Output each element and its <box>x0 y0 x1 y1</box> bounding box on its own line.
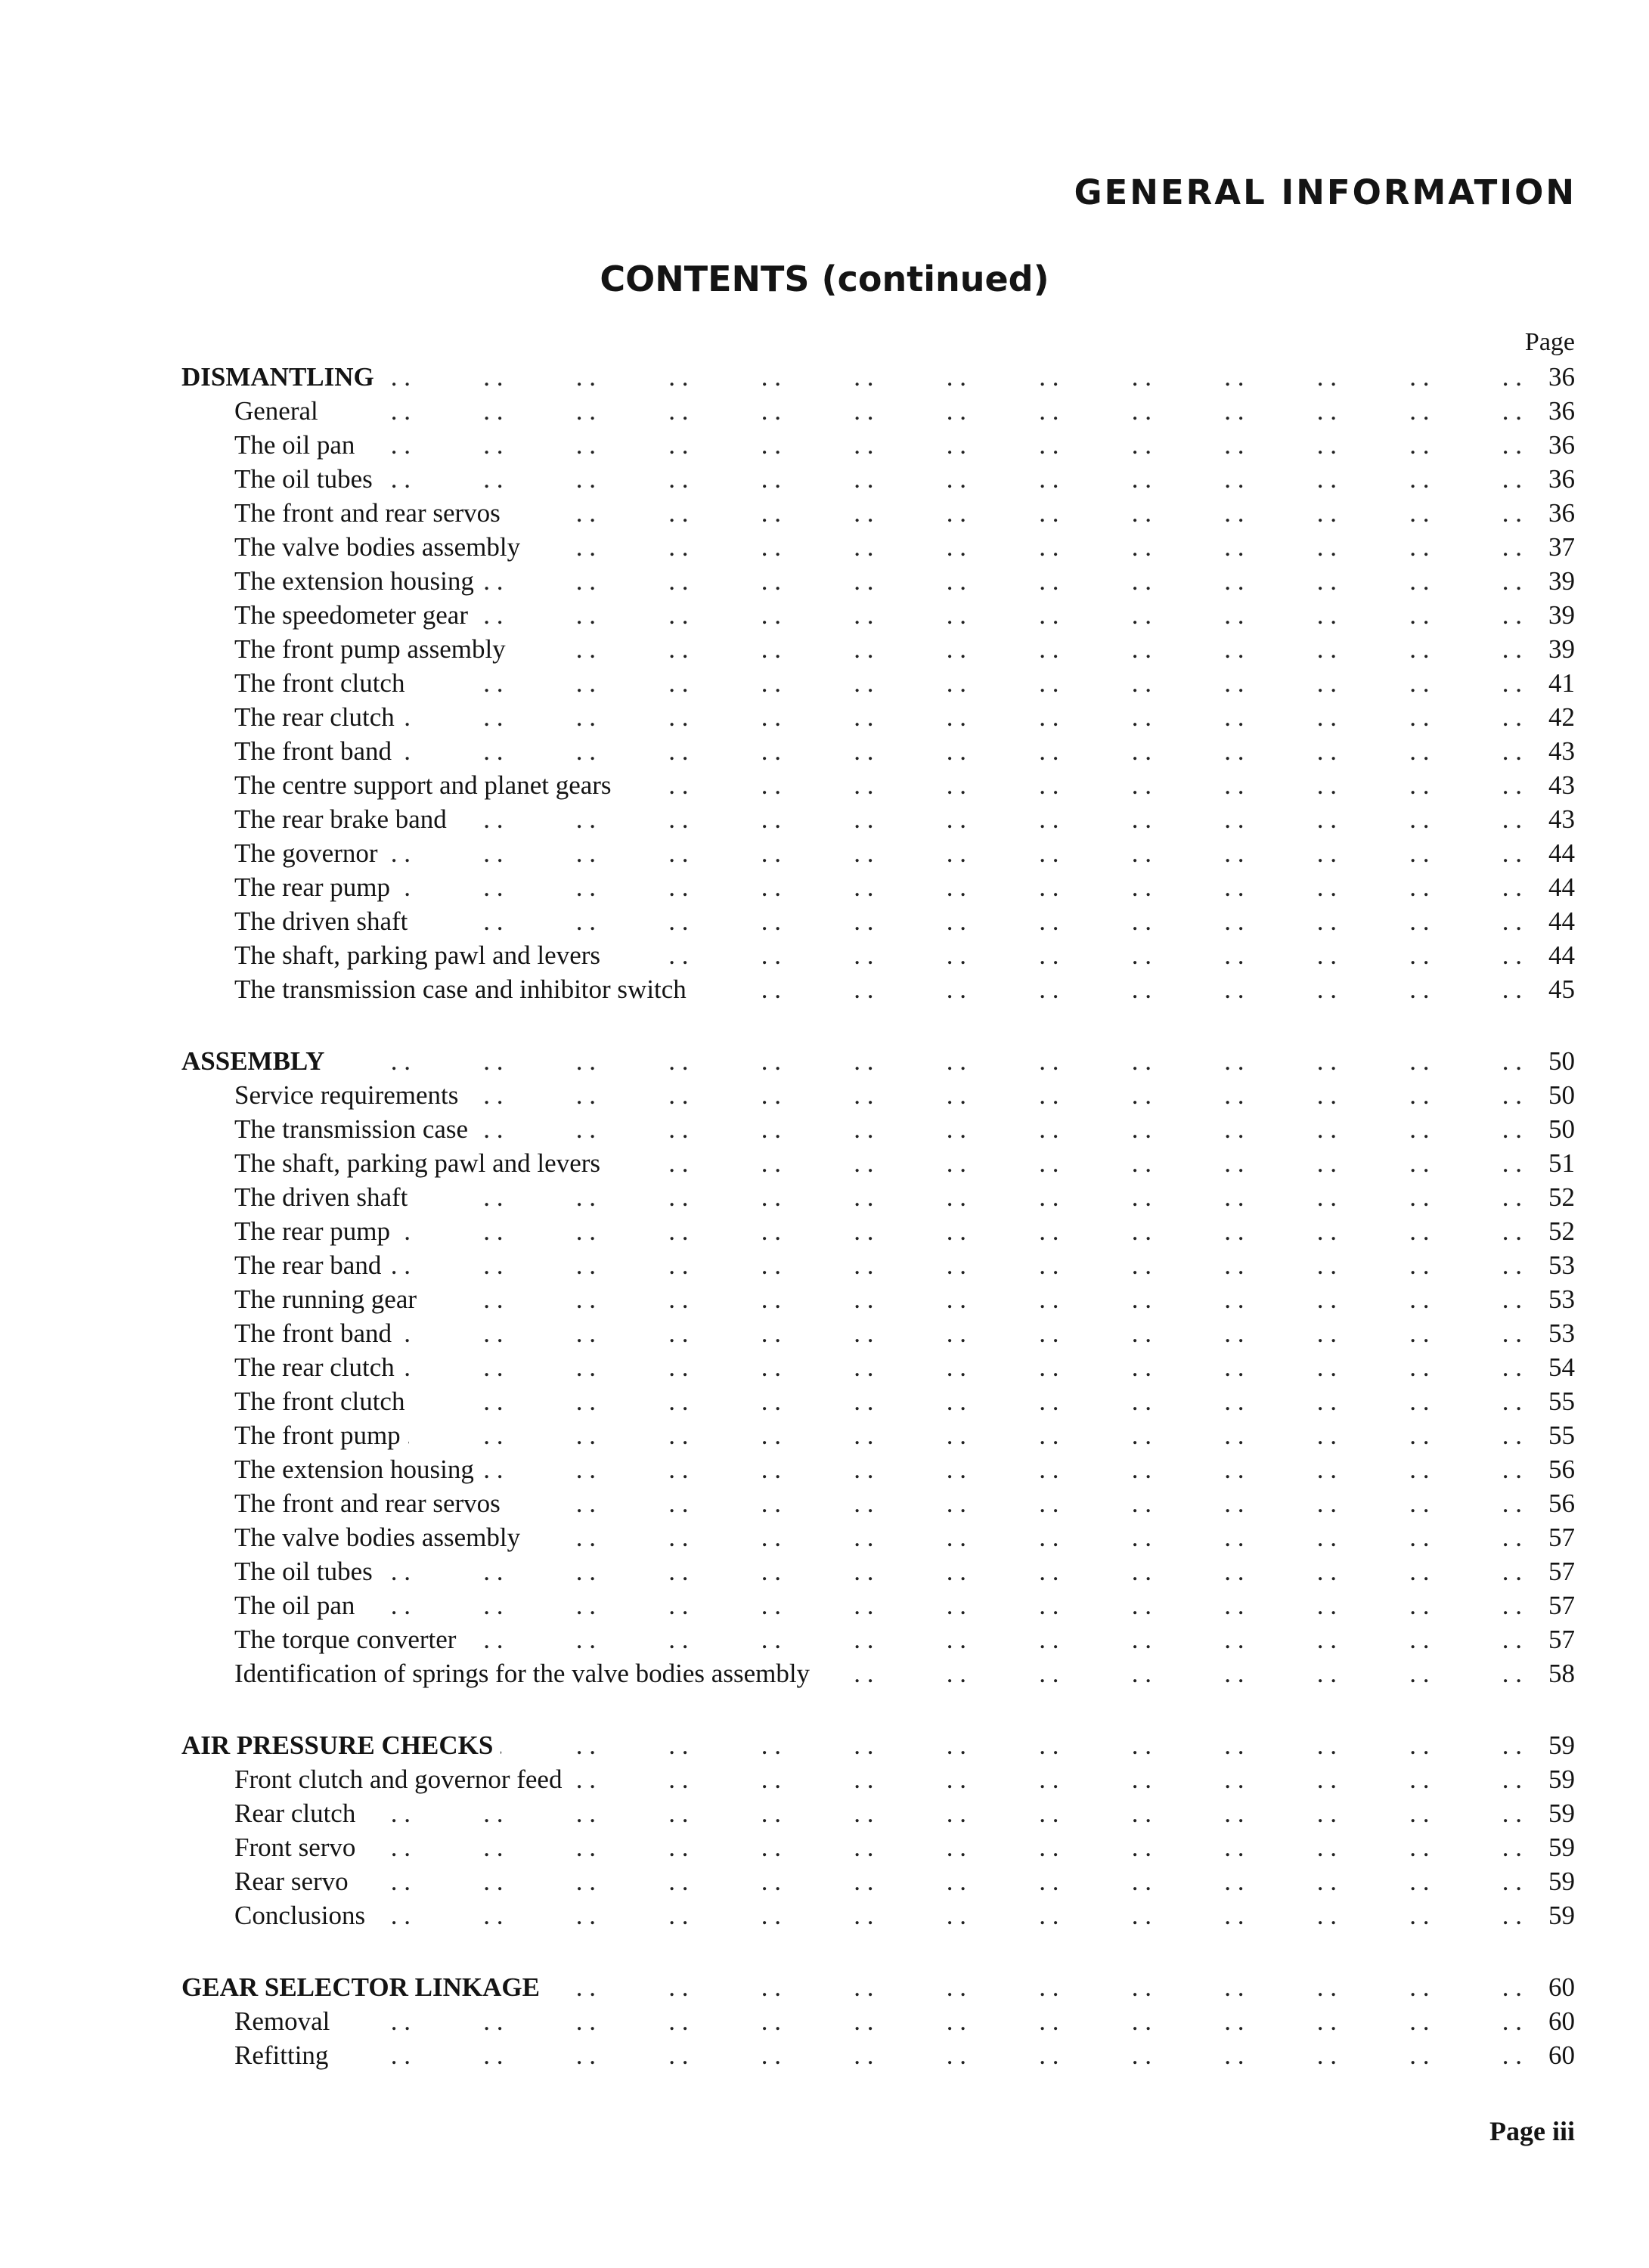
dot-leader <box>463 1622 1522 1656</box>
toc-section-heading-page-number: 60 <box>1548 1972 1575 2002</box>
toc-entry-page-number: 44 <box>1548 838 1575 868</box>
dot-leader <box>513 632 1522 666</box>
toc-entry-label: The valve bodies assembly <box>234 1523 521 1552</box>
dot-leader <box>380 462 1522 496</box>
dot-leader <box>508 496 1522 530</box>
dot-leader <box>501 1728 1522 1762</box>
toc-section-heading-page-number: 36 <box>1548 362 1575 392</box>
toc-entry-page-number: 57 <box>1548 1591 1575 1620</box>
toc-entry-label: Front servo <box>234 1833 356 1862</box>
toc-entry-label: The front and rear servos <box>234 498 501 528</box>
toc-entry <box>181 734 1575 768</box>
toc-entry-label: The rear brake band <box>234 804 447 834</box>
toc-entry-label: The rear pump <box>234 1216 391 1246</box>
dot-leader <box>424 1282 1522 1316</box>
dot-leader <box>412 1384 1522 1418</box>
toc-section-heading <box>181 1728 1575 1762</box>
toc-entry <box>181 1180 1575 1214</box>
toc-entry-label: The shaft, parking pawl and levers <box>234 940 601 970</box>
toc-entry <box>181 1384 1575 1418</box>
dot-leader <box>337 2004 1522 2038</box>
toc-entry-label: The speedometer gear <box>234 600 469 630</box>
toc-entry <box>181 1112 1575 1146</box>
toc-entry <box>181 1554 1575 1588</box>
toc-entry-page-number: 36 <box>1548 396 1575 426</box>
page-column-label: Page <box>1524 328 1575 356</box>
toc-entry-label: The oil pan <box>234 1591 355 1620</box>
toc-entry-page-number: 36 <box>1548 430 1575 460</box>
dot-leader <box>402 700 1522 734</box>
toc-entry-label: Removal <box>234 2006 330 2036</box>
toc-entry <box>181 666 1575 700</box>
toc-entry-page-number: 60 <box>1548 2006 1575 2036</box>
dot-leader <box>402 1350 1522 1384</box>
dot-leader <box>336 2038 1522 2072</box>
toc-entry-label: Rear clutch <box>234 1799 356 1828</box>
dot-leader <box>482 564 1522 598</box>
toc-entry-page-number: 36 <box>1548 498 1575 528</box>
dot-leader <box>415 904 1522 938</box>
toc-entry <box>181 836 1575 870</box>
toc-entry <box>181 1282 1575 1316</box>
toc-entry-page-number: 39 <box>1548 566 1575 596</box>
toc-entry-page-number: 52 <box>1548 1182 1575 1212</box>
toc-entry-page-number: 53 <box>1548 1318 1575 1348</box>
toc-entry-page-number: 44 <box>1548 872 1575 902</box>
toc-entry <box>181 462 1575 496</box>
toc-entry-label: The torque converter <box>234 1625 457 1654</box>
toc-entry-page-number: 53 <box>1548 1250 1575 1280</box>
toc-section-heading <box>181 1970 1575 2004</box>
toc-entry <box>181 1656 1575 1690</box>
toc-entry-label: The centre support and planet gears <box>234 770 612 800</box>
dot-leader <box>363 1796 1522 1830</box>
toc-entry <box>181 632 1575 666</box>
toc-entry-label: The extension housing <box>234 566 474 596</box>
dot-leader <box>619 768 1522 802</box>
toc-entry-page-number: 39 <box>1548 600 1575 630</box>
dot-leader <box>528 1520 1522 1554</box>
toc-entry-label: The front clutch <box>234 1387 405 1416</box>
dot-leader <box>508 1486 1522 1520</box>
toc-section-heading-page-number: 59 <box>1548 1730 1575 1760</box>
toc-entry-label: The transmission case and inhibitor switch <box>234 974 687 1004</box>
toc-section <box>181 360 1575 1006</box>
toc-entry <box>181 1078 1575 1112</box>
toc-entry-label: The rear clutch <box>234 702 395 732</box>
toc-entry <box>181 2038 1575 2072</box>
toc-entry <box>181 904 1575 938</box>
dot-leader <box>569 1762 1522 1796</box>
toc-entry <box>181 1452 1575 1486</box>
toc-entry <box>181 1864 1575 1898</box>
dot-leader <box>817 1656 1522 1690</box>
toc-entry-page-number: 59 <box>1548 1833 1575 1862</box>
toc-entry <box>181 428 1575 462</box>
toc-entry-page-number: 59 <box>1548 1867 1575 1896</box>
toc-entry-page-number: 55 <box>1548 1421 1575 1450</box>
dot-leader <box>408 1418 1522 1452</box>
running-header-title: GENERAL INFORMATION <box>1074 172 1576 212</box>
toc-entry-label: The front clutch <box>234 668 405 698</box>
toc-entry-label: The rear band <box>234 1250 382 1280</box>
toc-entry-page-number: 59 <box>1548 1799 1575 1828</box>
toc-entry-label: The shaft, parking pawl and levers <box>234 1148 601 1178</box>
toc-entry-page-number: 60 <box>1548 2040 1575 2070</box>
toc-entry-label: The running gear <box>234 1284 417 1314</box>
toc-entry <box>181 1486 1575 1520</box>
toc-entry <box>181 972 1575 1006</box>
toc-entry <box>181 1588 1575 1622</box>
toc-entry <box>181 1830 1575 1864</box>
toc-entry-label: Rear servo <box>234 1867 349 1896</box>
toc-entry-label: The governor <box>234 838 378 868</box>
dot-leader <box>386 836 1522 870</box>
toc-entry-page-number: 37 <box>1548 532 1575 562</box>
toc-entry-label: The front pump <box>234 1421 401 1450</box>
toc-entry <box>181 1146 1575 1180</box>
toc-entry-page-number: 57 <box>1548 1523 1575 1552</box>
toc-entry-label: The driven shaft <box>234 906 408 936</box>
page-number-footer: Page iii <box>1489 2116 1575 2146</box>
dot-leader <box>476 1112 1522 1146</box>
toc-section-heading <box>181 1044 1575 1078</box>
toc-entry-label: The front and rear servos <box>234 1489 501 1518</box>
toc-entry-page-number: 56 <box>1548 1489 1575 1518</box>
toc-entry-page-number: 51 <box>1548 1148 1575 1178</box>
dot-leader <box>415 1180 1522 1214</box>
dot-leader <box>362 1588 1522 1622</box>
toc-entry <box>181 1622 1575 1656</box>
toc-entry <box>181 1418 1575 1452</box>
toc-entry-page-number: 56 <box>1548 1455 1575 1484</box>
dot-leader <box>326 394 1522 428</box>
toc-entry-label: The front band <box>234 1318 392 1348</box>
toc-entry <box>181 2004 1575 2038</box>
dot-leader <box>476 598 1522 632</box>
toc-entry-label: The rear clutch <box>234 1352 395 1382</box>
toc-entry-page-number: 53 <box>1548 1284 1575 1314</box>
toc-entry-page-number: 36 <box>1548 464 1575 494</box>
toc-entry-label: Front clutch and governor feed <box>234 1765 563 1794</box>
toc-entry-label: Conclusions <box>234 1901 366 1930</box>
toc-entry <box>181 496 1575 530</box>
toc-entry-label: The front pump assembly <box>234 634 506 664</box>
toc-entry-page-number: 59 <box>1548 1901 1575 1930</box>
toc-section <box>181 1728 1575 1932</box>
toc-entry <box>181 1316 1575 1350</box>
toc-entry-page-number: 59 <box>1548 1765 1575 1794</box>
toc-entry <box>181 1520 1575 1554</box>
toc-entry-page-number: 45 <box>1548 974 1575 1004</box>
toc-section-heading-page-number: 50 <box>1548 1046 1575 1076</box>
dot-leader <box>547 1970 1522 2004</box>
toc-entry <box>181 1248 1575 1282</box>
toc-entry-page-number: 44 <box>1548 906 1575 936</box>
dot-leader <box>382 360 1522 394</box>
toc-entry-label: The transmission case <box>234 1114 469 1144</box>
toc-entry <box>181 598 1575 632</box>
dot-leader <box>399 1316 1522 1350</box>
toc-entry <box>181 1898 1575 1932</box>
toc-entry <box>181 1214 1575 1248</box>
toc-entry-label: The rear pump <box>234 872 391 902</box>
toc-entry <box>181 530 1575 564</box>
toc-section-heading-label: GEAR SELECTOR LINKAGE <box>181 1972 540 2002</box>
toc-entry-page-number: 55 <box>1548 1387 1575 1416</box>
toc-entry-page-number: 52 <box>1548 1216 1575 1246</box>
toc-entry <box>181 564 1575 598</box>
dot-leader <box>373 1898 1522 1932</box>
dot-leader <box>694 972 1522 1006</box>
toc-entry-page-number: 41 <box>1548 668 1575 698</box>
toc-entry <box>181 1350 1575 1384</box>
dot-leader <box>399 734 1522 768</box>
contents-title: CONTENTS (continued) <box>600 259 1049 299</box>
dot-leader <box>389 1248 1522 1282</box>
dot-leader <box>356 1864 1522 1898</box>
toc-entry-label: The oil pan <box>234 430 355 460</box>
toc-entry-label: The driven shaft <box>234 1182 408 1212</box>
toc-section-heading <box>181 360 1575 394</box>
toc-section-heading-label: DISMANTLING <box>181 362 374 392</box>
toc-entry-page-number: 43 <box>1548 804 1575 834</box>
dot-leader <box>608 1146 1522 1180</box>
toc-entry-label: The oil tubes <box>234 1557 373 1586</box>
dot-leader <box>528 530 1522 564</box>
toc-section <box>181 1970 1575 2072</box>
dot-leader <box>398 1214 1522 1248</box>
toc-entry-page-number: 43 <box>1548 736 1575 766</box>
table-of-contents <box>181 360 1575 2110</box>
toc-entry-label: Refitting <box>234 2040 329 2070</box>
toc-entry-label: The valve bodies assembly <box>234 532 521 562</box>
toc-entry <box>181 938 1575 972</box>
dot-leader <box>332 1044 1522 1078</box>
dot-leader <box>363 1830 1522 1864</box>
toc-entry <box>181 802 1575 836</box>
toc-entry-page-number: 42 <box>1548 702 1575 732</box>
toc-entry-page-number: 44 <box>1548 940 1575 970</box>
dot-leader <box>362 428 1522 462</box>
toc-entry <box>181 768 1575 802</box>
toc-entry-page-number: 58 <box>1548 1659 1575 1688</box>
dot-leader <box>466 1078 1522 1112</box>
toc-entry-label: Service requirements <box>234 1080 459 1110</box>
toc-entry <box>181 1796 1575 1830</box>
toc-entry-label: Identification of springs for the valve bodies assembly <box>234 1659 811 1688</box>
toc-entry-label: The front band <box>234 736 392 766</box>
toc-section <box>181 1044 1575 1690</box>
dot-leader <box>482 1452 1522 1486</box>
toc-entry-label: General <box>234 396 318 426</box>
toc-entry-page-number: 57 <box>1548 1557 1575 1586</box>
toc-section-heading-label: AIR PRESSURE CHECKS <box>181 1730 494 1760</box>
dot-leader <box>412 666 1522 700</box>
toc-entry-page-number: 54 <box>1548 1352 1575 1382</box>
dot-leader <box>380 1554 1522 1588</box>
toc-entry-page-number: 57 <box>1548 1625 1575 1654</box>
toc-entry <box>181 1762 1575 1796</box>
dot-leader <box>398 870 1522 904</box>
toc-entry <box>181 870 1575 904</box>
dot-leader <box>608 938 1522 972</box>
toc-entry <box>181 700 1575 734</box>
dot-leader <box>454 802 1522 836</box>
toc-entry-page-number: 39 <box>1548 634 1575 664</box>
toc-entry-page-number: 43 <box>1548 770 1575 800</box>
toc-entry-page-number: 50 <box>1548 1114 1575 1144</box>
toc-entry-page-number: 50 <box>1548 1080 1575 1110</box>
toc-entry-label: The oil tubes <box>234 464 373 494</box>
toc-entry <box>181 394 1575 428</box>
toc-entry-label: The extension housing <box>234 1455 474 1484</box>
toc-section-heading-label: ASSEMBLY <box>181 1046 325 1076</box>
